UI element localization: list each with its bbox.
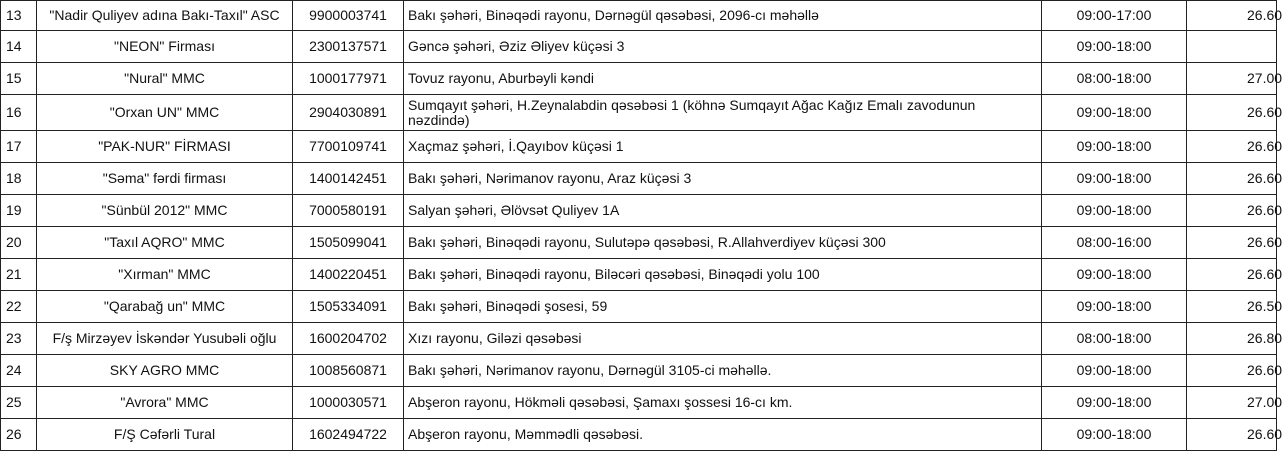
table-row bbox=[1, 259, 1277, 291]
price-cell: 26.60 bbox=[1187, 131, 1277, 163]
table-row bbox=[1, 31, 1277, 63]
address-cell: Sumqayıt şəhəri, H.Zeynalabdin qəsəbəsi 1 (köhnə Sumqayıt Ağac Kağız Emalı zavodunun nəzdində) bbox=[404, 95, 1042, 131]
tax-id-cell: 1000177971 bbox=[293, 63, 404, 95]
working-hours-cell: 09:00-18:00 bbox=[1042, 195, 1187, 227]
row-number-cell: 21 bbox=[1, 259, 37, 291]
row-number-cell: 14 bbox=[1, 31, 37, 63]
address-cell: Gəncə şəhəri, Əziz Əliyev küçəsi 3 bbox=[404, 31, 1042, 63]
tax-id-cell: 1008560871 bbox=[293, 355, 404, 387]
table-row bbox=[1, 291, 1277, 323]
price-cell: 26.60 bbox=[1187, 1, 1277, 31]
address-cell: Abşeron rayonu, Məmmədli qəsəbəsi. bbox=[404, 419, 1042, 451]
table-row bbox=[1, 163, 1277, 195]
address-cell: Xaçmaz şəhəri, İ.Qayıbov küçəsi 1 bbox=[404, 131, 1042, 163]
company-name-cell: "Xırman" MMC bbox=[37, 259, 293, 291]
company-name-cell: F/ş Mirzəyev İskəndər Yusubəli oğlu bbox=[37, 323, 293, 355]
price-cell: 26.60 bbox=[1187, 259, 1277, 291]
working-hours-cell: 09:00-18:00 bbox=[1042, 31, 1187, 63]
address-cell: Bakı şəhəri, Binəqədi şosesi, 59 bbox=[404, 291, 1042, 323]
price-cell: 26.60 bbox=[1187, 419, 1277, 451]
row-number-cell: 25 bbox=[1, 387, 37, 419]
working-hours-cell: 09:00-18:00 bbox=[1042, 387, 1187, 419]
address-cell: Salyan şəhəri, Əlövsət Quliyev 1A bbox=[404, 195, 1042, 227]
tax-id-cell: 1505334091 bbox=[293, 291, 404, 323]
tax-id-cell: 1602494722 bbox=[293, 419, 404, 451]
row-number-cell: 13 bbox=[1, 1, 37, 31]
price-cell: 26.60 bbox=[1187, 195, 1277, 227]
working-hours-cell: 09:00-18:00 bbox=[1042, 95, 1187, 131]
row-number-cell: 19 bbox=[1, 195, 37, 227]
row-number-cell: 23 bbox=[1, 323, 37, 355]
address-cell: Bakı şəhəri, Nərimanov rayonu, Dərnəgül 3105-ci məhəllə. bbox=[404, 355, 1042, 387]
price-cell: 26.50 bbox=[1187, 291, 1277, 323]
table-row bbox=[1, 387, 1277, 419]
working-hours-cell: 09:00-18:00 bbox=[1042, 355, 1187, 387]
table-row bbox=[1, 63, 1277, 95]
tax-id-cell: 7700109741 bbox=[293, 131, 404, 163]
address-cell: Bakı şəhəri, Binəqədi rayonu, Sulutəpə qəsəbəsi, R.Allahverdiyev küçəsi 300 bbox=[404, 227, 1042, 259]
address-cell: Bakı şəhəri, Binəqədi rayonu, Biləcəri qəsəbəsi, Binəqədi yolu 100 bbox=[404, 259, 1042, 291]
company-name-cell: "Avrora" MMC bbox=[37, 387, 293, 419]
price-cell: 26.80 bbox=[1187, 323, 1277, 355]
price-cell: 26.60 bbox=[1187, 355, 1277, 387]
address-cell: Abşeron rayonu, Hökməli qəsəbəsi, Şamaxı şossesi 16-cı km. bbox=[404, 387, 1042, 419]
working-hours-cell: 09:00-18:00 bbox=[1042, 419, 1187, 451]
company-name-cell: "Nadir Quliyev adına Bakı-Taxıl" ASC bbox=[37, 1, 293, 31]
price-cell: 27.00 bbox=[1187, 387, 1277, 419]
working-hours-cell: 09:00-17:00 bbox=[1042, 1, 1187, 31]
table-row bbox=[1, 227, 1277, 259]
row-number-cell: 26 bbox=[1, 419, 37, 451]
company-name-cell: SKY AGRO MMC bbox=[37, 355, 293, 387]
company-name-cell: "NEON" Firması bbox=[37, 31, 293, 63]
table-row bbox=[1, 95, 1277, 131]
address-cell: Bakı şəhəri, Binəqədi rayonu, Dərnəgül qəsəbəsi, 2096-cı məhəllə bbox=[404, 1, 1042, 31]
working-hours-cell: 09:00-18:00 bbox=[1042, 291, 1187, 323]
table-row bbox=[1, 195, 1277, 227]
address-cell: Tovuz rayonu, Aburbəyli kəndi bbox=[404, 63, 1042, 95]
price-cell bbox=[1187, 31, 1277, 63]
working-hours-cell: 08:00-18:00 bbox=[1042, 323, 1187, 355]
table-row bbox=[1, 323, 1277, 355]
address-cell: Xızı rayonu, Giləzi qəsəbəsi bbox=[404, 323, 1042, 355]
tax-id-cell: 1400220451 bbox=[293, 259, 404, 291]
working-hours-cell: 08:00-18:00 bbox=[1042, 63, 1187, 95]
company-name-cell: F/Ş Cəfərli Tural bbox=[37, 419, 293, 451]
company-name-cell: "Səma" fərdi firması bbox=[37, 163, 293, 195]
working-hours-cell: 09:00-18:00 bbox=[1042, 259, 1187, 291]
company-name-cell: "Orxan UN" MMC bbox=[37, 95, 293, 131]
price-cell: 26.60 bbox=[1187, 95, 1277, 131]
table-row bbox=[1, 419, 1277, 451]
tax-id-cell: 7000580191 bbox=[293, 195, 404, 227]
tax-id-cell: 2904030891 bbox=[293, 95, 404, 131]
price-cell: 26.60 bbox=[1187, 227, 1277, 259]
price-cell: 27.00 bbox=[1187, 63, 1277, 95]
tax-id-cell: 1505099041 bbox=[293, 227, 404, 259]
row-number-cell: 24 bbox=[1, 355, 37, 387]
address-cell: Bakı şəhəri, Nərimanov rayonu, Araz küçəsi 3 bbox=[404, 163, 1042, 195]
working-hours-cell: 09:00-18:00 bbox=[1042, 163, 1187, 195]
company-name-cell: "Nural" MMC bbox=[37, 63, 293, 95]
company-name-cell: "PAK-NUR" FİRMASI bbox=[37, 131, 293, 163]
row-number-cell: 22 bbox=[1, 291, 37, 323]
row-number-cell: 20 bbox=[1, 227, 37, 259]
row-number-cell: 18 bbox=[1, 163, 37, 195]
company-name-cell: "Sünbül 2012" MMC bbox=[37, 195, 293, 227]
table-row bbox=[1, 1, 1277, 31]
company-name-cell: "Qarabağ un" MMC bbox=[37, 291, 293, 323]
tax-id-cell: 2300137571 bbox=[293, 31, 404, 63]
row-number-cell: 17 bbox=[1, 131, 37, 163]
tax-id-cell: 1600204702 bbox=[293, 323, 404, 355]
table-body bbox=[1, 1, 1282, 451]
table-row bbox=[1, 355, 1277, 387]
table-row bbox=[1, 131, 1277, 163]
price-cell: 26.60 bbox=[1187, 163, 1277, 195]
company-name-cell: "Taxıl AQRO" MMC bbox=[37, 227, 293, 259]
working-hours-cell: 09:00-18:00 bbox=[1042, 131, 1187, 163]
tax-id-cell: 1400142451 bbox=[293, 163, 404, 195]
row-number-cell: 15 bbox=[1, 63, 37, 95]
working-hours-cell: 08:00-16:00 bbox=[1042, 227, 1187, 259]
tax-id-cell: 1000030571 bbox=[293, 387, 404, 419]
row-number-cell: 16 bbox=[1, 95, 37, 131]
tax-id-cell: 9900003741 bbox=[293, 1, 404, 31]
